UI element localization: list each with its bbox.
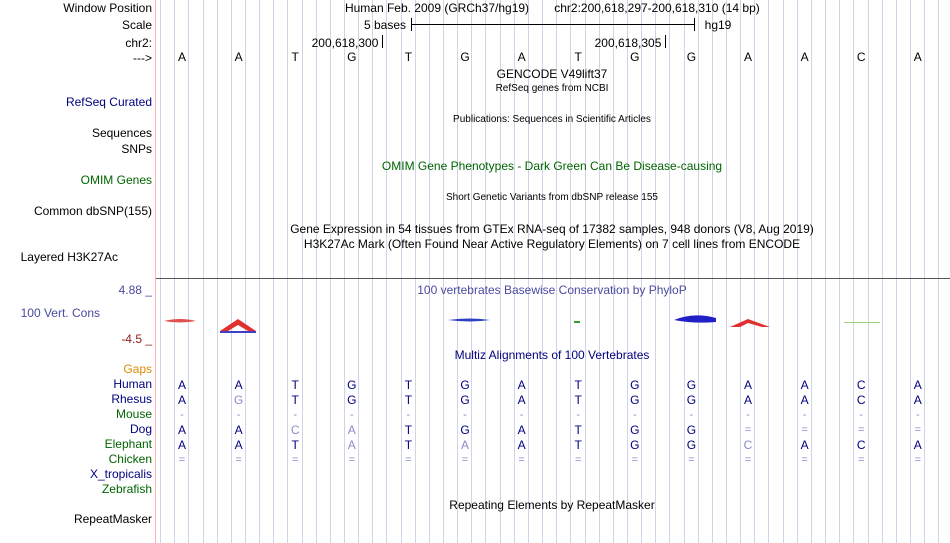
track-title-gtex[interactable]: Gene Expression in 54 tissues from GTEx RNA-seq of 17382 samples, 948 donors (V8, Aug 2019) [290,222,814,236]
label-100-vert-cons[interactable]: 100 Vert. Cons [20,306,100,320]
aligned-base: - [406,409,411,421]
aligned-base: T [291,438,299,452]
aligned-base: A [800,438,809,452]
scale-bar-tick-right [694,18,695,31]
aligned-base: - [293,409,298,421]
aligned-base: A [800,393,809,407]
aligned-base: A [517,438,526,452]
aligned-base: G [686,438,697,452]
aligned-base: C [856,393,866,407]
label-cons-max: 4.88 _ [118,283,152,297]
aligned-base: - [632,409,637,421]
label-snps[interactable]: SNPs [121,142,152,156]
aligned-base: T [574,423,582,437]
aligned-base: - [349,409,354,421]
label-layered-h3k27ac[interactable]: Layered H3K27Ac [20,250,118,264]
coordinate-label-1: 200,618,300 [311,36,379,50]
grid-line [839,0,840,543]
aligned-base: - [746,409,750,421]
assembly-title: Human Feb. 2009 (GRCh37/hg19) [344,1,530,15]
grid-line [655,0,656,543]
label-repeatmasker[interactable]: RepeatMasker [73,512,152,526]
grid-line [825,0,826,543]
aligned-base: A [743,393,752,407]
aligned-base: T [404,423,413,437]
species-label[interactable]: Mouse [115,407,152,421]
coordinate-tick-2 [665,35,666,48]
aligned-base: A [743,378,752,392]
reference-base: G [460,50,470,64]
aligned-base: A [800,378,809,392]
aligned-base: = [461,454,469,466]
aligned-base: - [859,409,864,421]
position-readout: chr2:200,618,297-200,618,310 (14 bp) [554,1,760,15]
aligned-base: A [517,393,526,407]
species-label[interactable]: X_tropicalis [89,467,152,481]
grid-line [938,0,939,543]
aligned-base: = [405,454,412,466]
aligned-base: = [801,454,808,466]
aligned-base: T [291,393,299,407]
aligned-base: G [630,423,640,437]
aligned-base: A [177,393,186,407]
aligned-base: C [743,438,753,452]
species-label[interactable]: Dog [129,422,152,436]
grid-line [768,0,769,543]
aligned-base: A [913,438,922,452]
aligned-base: G [347,393,357,407]
aligned-base: C [856,378,866,392]
track-title-multiz[interactable]: Multiz Alignments of 100 Vertebrates [454,348,650,362]
label-window-position[interactable]: Window Position [63,1,152,15]
aligned-base: = [291,454,299,466]
reference-base: A [234,50,243,64]
aligned-base: T [404,438,413,452]
grid-line [783,0,784,543]
aligned-base: = [857,424,865,436]
coordinate-label-2: 200,618,305 [594,36,662,50]
reference-base: A [913,50,922,64]
grid-line [712,0,713,543]
track-title-gencode[interactable]: GENCODE V49lift37 [496,67,608,81]
track-title-repeatmasker[interactable]: Repeating Elements by RepeatMasker [449,498,655,512]
grid-line [203,0,204,543]
grid-line [273,0,274,543]
aligned-base: G [630,378,640,392]
label-omim-genes[interactable]: OMIM Genes [80,173,152,187]
aligned-base: = [235,454,242,466]
aligned-base: A [234,378,243,392]
reference-base: G [347,50,357,64]
aligned-base: T [291,378,299,392]
aligned-base: C [856,438,866,452]
aligned-base: = [518,454,525,466]
aligned-base: = [914,454,922,466]
label-cons-min: -4.5 _ [121,332,152,346]
aligned-base: = [744,424,752,436]
aligned-base: A [177,378,186,392]
species-label[interactable]: Zebrafish [101,482,152,496]
aligned-base: G [686,393,697,407]
aligned-base: A [913,393,922,407]
grid-line [259,0,260,543]
label-chr[interactable]: chr2: [125,36,152,50]
track-title-refseq[interactable]: RefSeq genes from NCBI [495,83,609,94]
species-label[interactable]: Gaps [123,362,152,376]
species-label[interactable]: Elephant [104,437,152,451]
reference-base: A [517,50,526,64]
aligned-base: = [914,424,922,436]
aligned-base: - [915,409,920,421]
aligned-base: - [519,409,524,421]
aligned-base: G [630,438,640,452]
grid-line [443,0,444,543]
track-title-h3k27ac[interactable]: H3K27Ac Mark (Often Found Near Active Regulatory Elements) on 7 cell lines from ENCODE [303,237,801,251]
label-common-dbsnp[interactable]: Common dbSNP(155) [33,204,152,218]
scale-bar-tick-left [411,18,412,31]
species-label[interactable]: Human [113,377,152,391]
grid-line [726,0,727,543]
aligned-base: T [404,393,413,407]
reference-base: T [291,50,299,64]
aligned-base: = [631,454,639,466]
aligned-base: - [802,409,807,421]
reference-base: A [177,50,186,64]
aligned-base: A [177,423,186,437]
grid-line [386,0,387,543]
aligned-base: A [234,438,243,452]
track-title-omim[interactable]: OMIM Gene Phenotypes - Dark Green Can Be Disease-causing [381,159,723,173]
reference-base: A [743,50,752,64]
aligned-base: = [744,454,752,466]
scale-bar [411,24,695,25]
aligned-base: A [517,423,526,437]
grid-line [160,0,161,543]
aligned-base: A [517,378,526,392]
scale-db-label: hg19 [704,18,732,32]
grid-line [669,0,670,543]
aligned-base: A [913,378,922,392]
aligned-base: T [404,378,413,392]
aligned-base: G [460,378,470,392]
aligned-base: - [576,409,581,421]
label-separator [155,0,156,543]
reference-base: T [404,50,413,64]
aligned-base: G [686,423,697,437]
grid-line [217,0,218,543]
track-title-publications[interactable]: Publications: Sequences in Scientific Articles [453,114,651,125]
reference-base: G [630,50,640,64]
aligned-base: G [233,393,244,407]
grid-line [882,0,883,543]
aligned-base: = [348,454,356,466]
grid-line [896,0,897,543]
label-sequences[interactable]: Sequences [91,126,152,140]
aligned-base: = [801,424,808,436]
coordinate-tick-1 [382,35,383,48]
label-refseq-curated[interactable]: RefSeq Curated [65,95,152,109]
track-title-phylop[interactable]: 100 vertebrates Basewise Conservation by PhyloP [417,283,687,297]
aligned-base: G [686,378,697,392]
aligned-base: - [689,409,694,421]
aligned-base: = [857,454,865,466]
grid-line [485,0,486,543]
conservation-logo [156,308,950,338]
reference-base: T [574,50,582,64]
aligned-base: A [347,438,356,452]
grid-line [330,0,331,543]
reference-base: C [856,50,866,64]
aligned-base: A [234,423,243,437]
grid-line [316,0,317,543]
track-separator [156,278,950,279]
grid-line [372,0,373,543]
aligned-base: A [347,423,356,437]
aligned-base: G [460,423,470,437]
species-label[interactable]: Rhesus [111,392,152,406]
aligned-base: - [236,409,241,421]
label-strand-arrow[interactable]: ---> [133,51,152,65]
track-title-dbsnp[interactable]: Short Genetic Variants from dbSNP release 155 [446,192,658,203]
aligned-base: - [463,409,467,421]
aligned-base: A [460,438,469,452]
aligned-base: = [688,454,695,466]
aligned-base: T [574,393,582,407]
aligned-base: C [290,423,300,437]
grid-line [613,0,614,543]
grid-line [429,0,430,543]
aligned-base: = [178,454,186,466]
reference-base: A [800,50,809,64]
label-scale[interactable]: Scale [121,18,152,32]
reference-base: G [686,50,697,64]
aligned-base: T [574,378,582,392]
aligned-base: A [177,438,186,452]
aligned-base: G [460,393,470,407]
aligned-base: T [574,438,582,452]
aligned-base: G [630,393,640,407]
scale-bases-label: 5 bases [363,18,407,32]
species-label[interactable]: Chicken [108,452,152,466]
aligned-base: G [347,378,357,392]
aligned-base: = [574,454,582,466]
aligned-base: - [180,409,184,421]
